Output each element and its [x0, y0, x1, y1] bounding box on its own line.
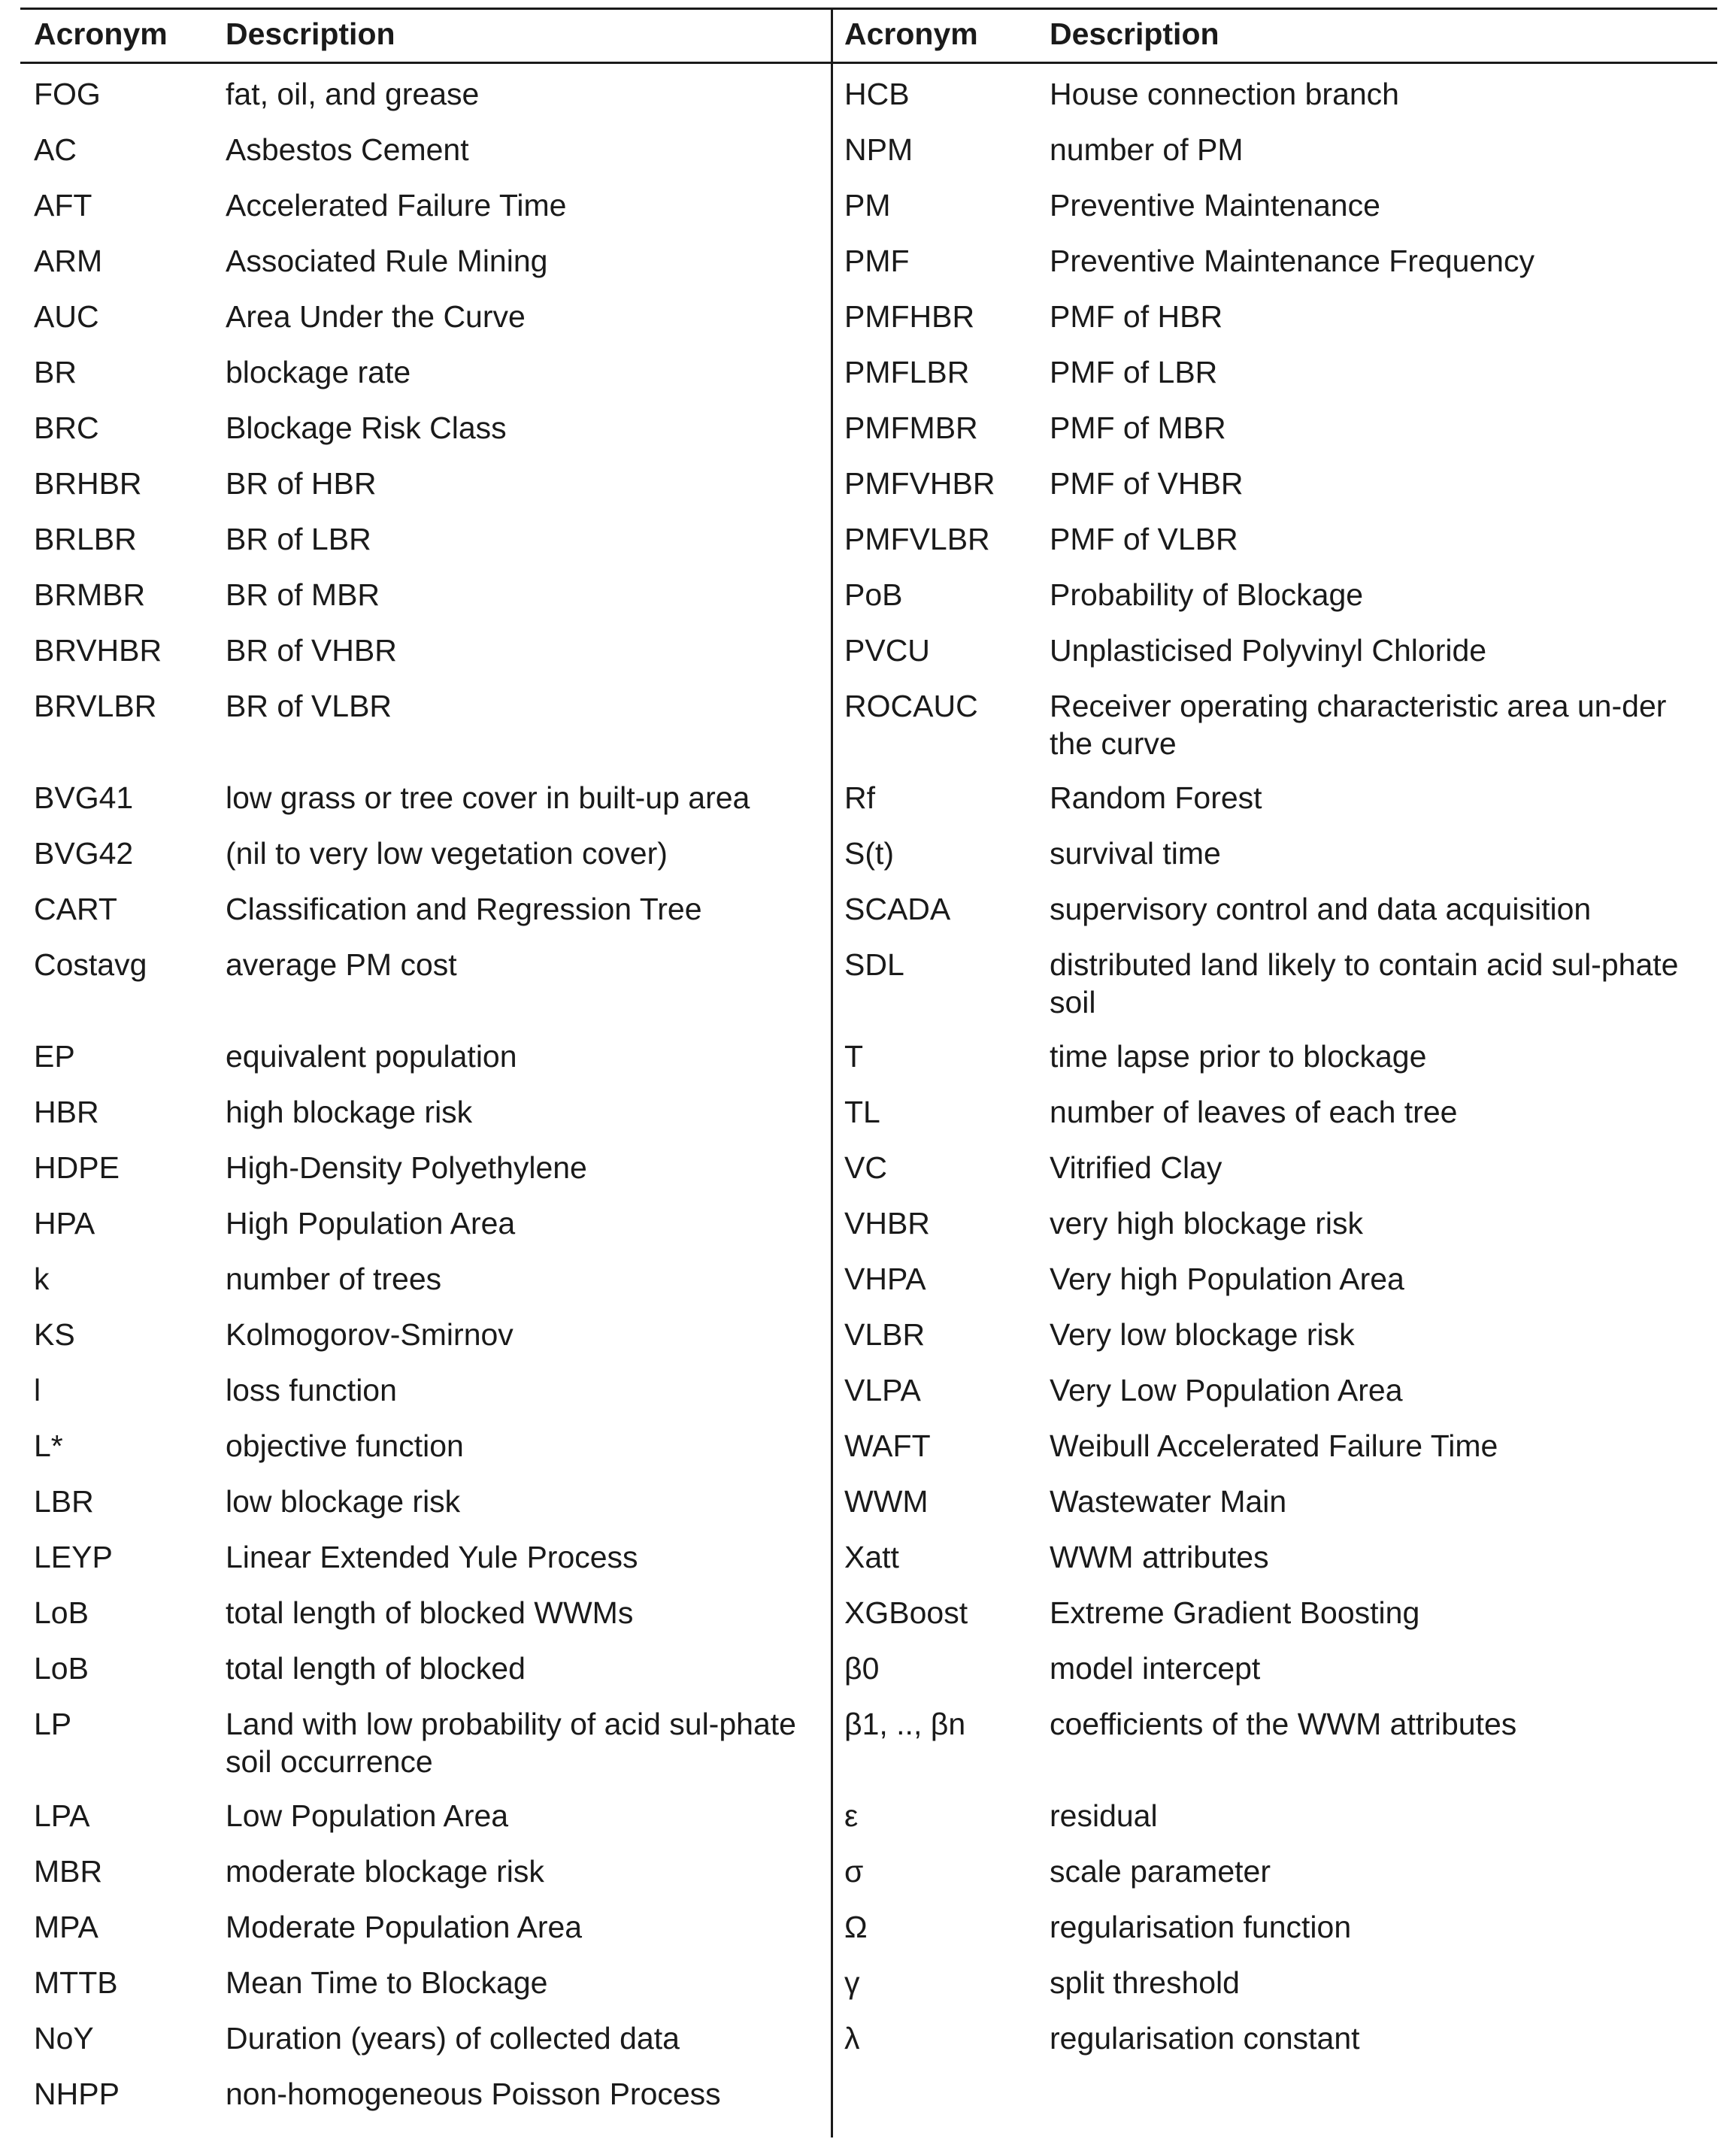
right-description-cell: Very high Population Area: [1050, 1262, 1404, 1296]
right-acronym-cell: β0: [844, 1651, 880, 1686]
left-acronym-cell: CART: [34, 892, 117, 926]
left-description-cell: High Population Area: [226, 1206, 516, 1241]
right-description-cell: PMF of VLBR: [1050, 522, 1238, 556]
right-acronym-cell: VHPA: [844, 1262, 926, 1296]
right-description-cell: scale parameter: [1050, 1854, 1271, 1889]
right-description-cell: survival time: [1050, 836, 1221, 871]
left-description-cell: Land with low probability of acid sul-phate soil occurrence: [226, 1707, 796, 1779]
right-description-cell: very high blockage risk: [1050, 1206, 1364, 1241]
left-acronym-cell: MTTB: [34, 1965, 118, 2000]
right-description-cell: Preventive Maintenance: [1050, 188, 1380, 223]
left-description-cell: High-Density Polyethylene: [226, 1150, 587, 1185]
left-description-cell: moderate blockage risk: [226, 1854, 544, 1889]
right-description-cell: Probability of Blockage: [1050, 577, 1364, 612]
left-acronym-cell: BVG41: [34, 780, 134, 815]
right-description-cell: regularisation function: [1050, 1910, 1352, 1944]
left-acronym-cell: NoY: [34, 2021, 94, 2056]
left-description-cell: Accelerated Failure Time: [226, 188, 567, 223]
left-description-cell: Associated Rule Mining: [226, 244, 548, 278]
right-description-cell: PMF of VHBR: [1050, 466, 1244, 501]
left-description-cell: Blockage Risk Class: [226, 411, 507, 445]
right-acronym-cell: NPM: [844, 132, 913, 167]
left-description-cell: Area Under the Curve: [226, 299, 526, 334]
left-description-cell: Low Population Area: [226, 1798, 509, 1833]
left-acronym-cell: ARM: [34, 244, 103, 278]
left-acronym-cell: HPA: [34, 1206, 95, 1241]
right-acronym-cell: PMF: [844, 244, 910, 278]
left-description-cell: Asbestos Cement: [226, 132, 469, 167]
right-description-cell: PMF of HBR: [1050, 299, 1223, 334]
right-acronym-cell: ε: [844, 1798, 859, 1833]
left-description-cell: BR of VLBR: [226, 689, 392, 723]
right-description-cell: Vitrified Clay: [1050, 1150, 1222, 1185]
left-acronym-cell: BRHBR: [34, 466, 142, 501]
left-acronym-cell: BVG42: [34, 836, 134, 871]
left-acronym-cell: k: [34, 1262, 50, 1296]
right-description-cell: coefficients of the WWM attributes: [1050, 1707, 1517, 1741]
left-acronym-cell: KS: [34, 1317, 75, 1352]
right-description-cell: residual: [1050, 1798, 1158, 1833]
right-description-cell: Extreme Gradient Boosting: [1050, 1595, 1420, 1630]
left-description-cell: objective function: [226, 1428, 464, 1463]
right-acronym-cell: T: [844, 1039, 864, 1074]
right-acronym-cell: SCADA: [844, 892, 951, 926]
left-description-cell: blockage rate: [226, 355, 411, 389]
right-acronym-cell: PMFLBR: [844, 355, 970, 389]
right-description-cell: distributed land likely to contain acid sul-phate soil: [1050, 947, 1679, 1019]
left-acronym-cell: NHPP: [34, 2077, 120, 2111]
left-acronym-cell: BRLBR: [34, 522, 137, 556]
left-description-cell: Classification and Regression Tree: [226, 892, 702, 926]
left-acronym-cell: LEYP: [34, 1540, 113, 1574]
right-description-cell: PMF of LBR: [1050, 355, 1218, 389]
left-acronym-header: Acronym: [34, 17, 168, 51]
right-acronym-cell: λ: [844, 2021, 860, 2056]
right-description-cell: time lapse prior to blockage: [1050, 1039, 1427, 1074]
right-description-cell: Weibull Accelerated Failure Time: [1050, 1428, 1498, 1463]
right-description-cell: regularisation constant: [1050, 2021, 1360, 2056]
left-acronym-cell: BR: [34, 355, 77, 389]
left-description-cell: average PM cost: [226, 947, 457, 982]
left-acronym-cell: L*: [34, 1428, 63, 1463]
right-acronym-cell: PMFMBR: [844, 411, 978, 445]
left-description-cell: fat, oil, and grease: [226, 77, 480, 111]
left-description-cell: (nil to very low vegetation cover): [226, 836, 668, 871]
right-acronym-cell: VHBR: [844, 1206, 930, 1241]
left-description-cell: non-homogeneous Poisson Process: [226, 2077, 721, 2111]
right-description-cell: WWM attributes: [1050, 1540, 1269, 1574]
right-description-cell: Unplasticised Polyvinyl Chloride: [1050, 633, 1487, 668]
left-description-cell: BR of HBR: [226, 466, 377, 501]
right-acronym-cell: VLPA: [844, 1373, 921, 1407]
left-description-cell: BR of VHBR: [226, 633, 397, 668]
left-acronym-cell: AUC: [34, 299, 99, 334]
left-description-cell: number of trees: [226, 1262, 442, 1296]
left-acronym-cell: LoB: [34, 1595, 89, 1630]
right-description-cell: split threshold: [1050, 1965, 1240, 2000]
left-acronym-cell: Costavg: [34, 947, 147, 982]
left-acronym-cell: AC: [34, 132, 77, 167]
right-acronym-cell: PVCU: [844, 633, 930, 668]
right-acronym-cell: WAFT: [844, 1428, 931, 1463]
table-column-divider: [831, 8, 833, 2137]
left-acronym-cell: MBR: [34, 1854, 103, 1889]
right-description-header: Description: [1050, 17, 1219, 51]
left-acronym-cell: AFT: [34, 188, 92, 223]
right-acronym-cell: β1, .., βn: [844, 1707, 966, 1741]
left-acronym-cell: BRC: [34, 411, 99, 445]
left-acronym-cell: LPA: [34, 1798, 90, 1833]
left-acronym-cell: MPA: [34, 1910, 98, 1944]
right-acronym-cell: Ω: [844, 1910, 868, 1944]
left-description-cell: high blockage risk: [226, 1095, 473, 1129]
right-acronym-cell: ROCAUC: [844, 689, 978, 723]
left-description-cell: low blockage risk: [226, 1484, 461, 1519]
left-acronym-cell: LoB: [34, 1651, 89, 1686]
right-acronym-cell: σ: [844, 1854, 864, 1889]
left-description-cell: equivalent population: [226, 1039, 517, 1074]
left-description-cell: Moderate Population Area: [226, 1910, 583, 1944]
right-description-cell: number of leaves of each tree: [1050, 1095, 1458, 1129]
right-description-cell: Wastewater Main: [1050, 1484, 1287, 1519]
right-acronym-cell: PoB: [844, 577, 903, 612]
right-acronym-cell: PMFVHBR: [844, 466, 995, 501]
left-acronym-cell: FOG: [34, 77, 101, 111]
right-description-cell: PMF of MBR: [1050, 411, 1226, 445]
left-acronym-cell: LP: [34, 1707, 72, 1741]
left-acronym-cell: EP: [34, 1039, 75, 1074]
right-description-cell: model intercept: [1050, 1651, 1261, 1686]
right-acronym-cell: XGBoost: [844, 1595, 968, 1630]
right-acronym-cell: S(t): [844, 836, 895, 871]
right-description-cell: number of PM: [1050, 132, 1244, 167]
right-description-cell: Preventive Maintenance Frequency: [1050, 244, 1535, 278]
left-description-cell: low grass or tree cover in built-up area: [226, 780, 750, 815]
left-description-cell: total length of blocked WWMs: [226, 1595, 634, 1630]
right-acronym-cell: Xatt: [844, 1540, 899, 1574]
right-description-cell: Receiver operating characteristic area un-der the curve: [1050, 689, 1667, 761]
right-description-cell: Very low blockage risk: [1050, 1317, 1355, 1352]
right-acronym-cell: PMFVLBR: [844, 522, 990, 556]
right-acronym-cell: Rf: [844, 780, 875, 815]
left-description-cell: Linear Extended Yule Process: [226, 1540, 638, 1574]
right-description-cell: Random Forest: [1050, 780, 1262, 815]
right-acronym-cell: VLBR: [844, 1317, 926, 1352]
left-acronym-cell: BRVHBR: [34, 633, 162, 668]
left-acronym-cell: HBR: [34, 1095, 99, 1129]
left-description-cell: total length of blocked: [226, 1651, 526, 1686]
right-acronym-cell: PMFHBR: [844, 299, 975, 334]
left-acronym-cell: l: [34, 1373, 41, 1407]
left-acronym-cell: BRVLBR: [34, 689, 157, 723]
right-acronym-cell: VC: [844, 1150, 887, 1185]
left-description-header: Description: [226, 17, 395, 51]
right-acronym-cell: WWM: [844, 1484, 929, 1519]
left-description-cell: Mean Time to Blockage: [226, 1965, 548, 2000]
right-description-cell: Very Low Population Area: [1050, 1373, 1403, 1407]
left-description-cell: BR of LBR: [226, 522, 371, 556]
left-description-cell: Kolmogorov-Smirnov: [226, 1317, 514, 1352]
left-description-cell: loss function: [226, 1373, 397, 1407]
right-acronym-cell: γ: [844, 1965, 860, 2000]
table-top-rule: [20, 8, 1717, 10]
right-description-cell: supervisory control and data acquisition: [1050, 892, 1592, 926]
right-acronym-cell: SDL: [844, 947, 904, 982]
left-acronym-cell: LBR: [34, 1484, 94, 1519]
right-acronym-cell: TL: [844, 1095, 880, 1129]
right-acronym-cell: PM: [844, 188, 891, 223]
table-header-rule: [20, 62, 1717, 64]
left-description-cell: Duration (years) of collected data: [226, 2021, 680, 2056]
left-acronym-cell: BRMBR: [34, 577, 146, 612]
left-acronym-cell: HDPE: [34, 1150, 120, 1185]
left-description-cell: BR of MBR: [226, 577, 380, 612]
right-acronym-cell: HCB: [844, 77, 910, 111]
right-description-cell: House connection branch: [1050, 77, 1399, 111]
right-acronym-header: Acronym: [844, 17, 978, 51]
